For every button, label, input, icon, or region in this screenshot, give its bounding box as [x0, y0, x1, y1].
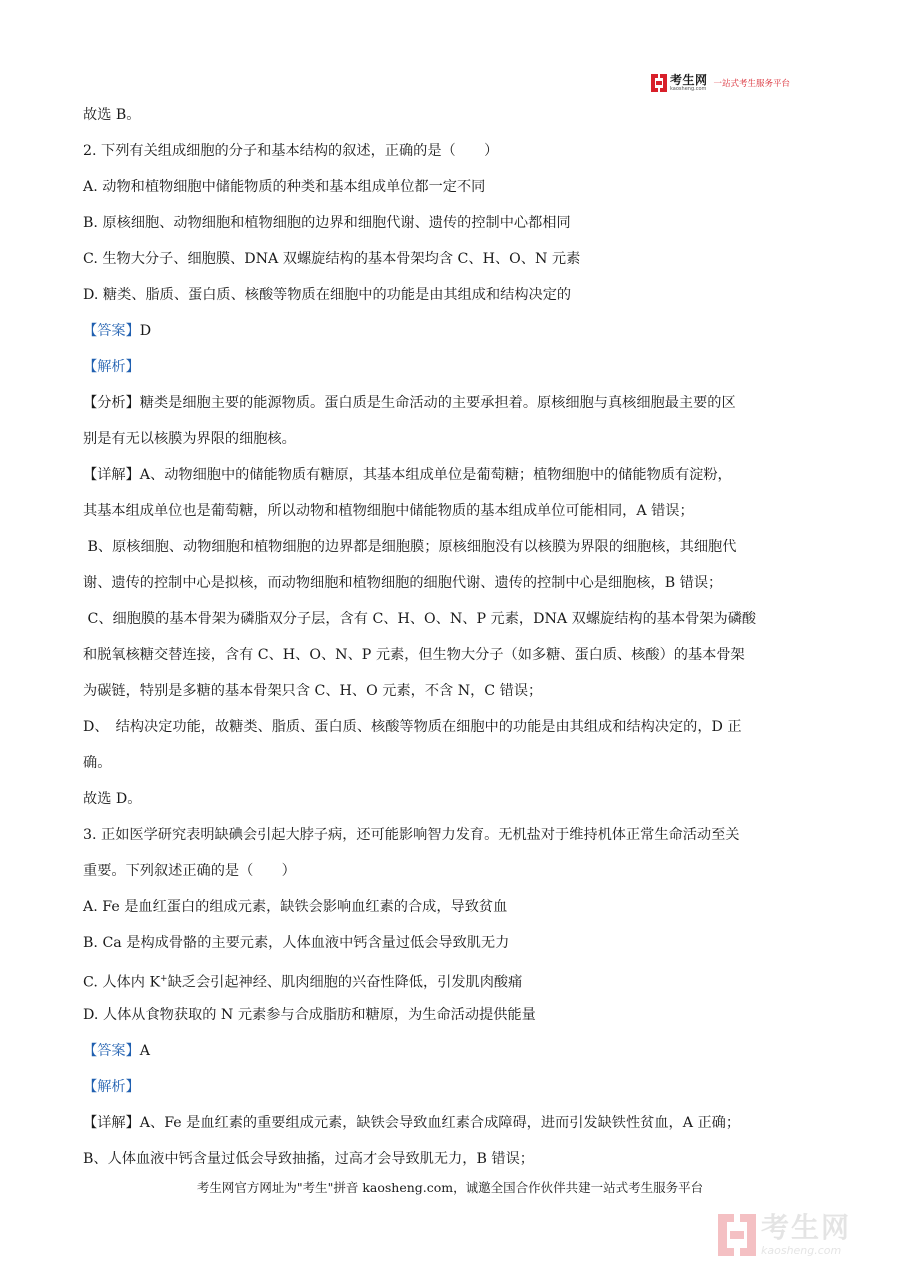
q3-analysis-line — [83, 1076, 140, 1098]
q3-option-b: B. Ca 是构成骨骼的主要元素，人体血液中钙含量过低会导致肌无力 — [83, 935, 510, 951]
q3-option-c — [83, 968, 522, 994]
q2-fenxi-line-1 — [83, 392, 736, 414]
q2-fenxi-line-2: 别是有无以核膜为界限的细胞核。 — [83, 431, 296, 447]
q3-option-a: A. Fe 是血红蛋白的组成元素，缺铁会影响血红素的合成，导致贫血 — [83, 899, 508, 915]
q2-detail-d1: D、 结构决定功能，故糖类、脂质、蛋白质、核酸等物质在细胞中的功能是由其组成和结构决定的，D 正 — [83, 719, 742, 735]
q2-answer: D — [139, 323, 152, 339]
watermark-domain: kaosheng.com — [761, 1243, 842, 1257]
logo-domain: kaosheng.com — [670, 86, 707, 92]
q3-stem-2: 重要。下列叙述正确的是（ ） — [83, 863, 296, 879]
q2-detail-c1: C、细胞膜的基本骨架为磷脂双分子层，含有 C、H、O、N、P 元素，DNA 双螺旋结构的基本骨架为磷酸 — [83, 611, 757, 627]
q2-fenxi-text-1: 糖类是细胞主要的能源物质。蛋白质是生命活动的主要承担着。原核细胞与真核细胞最主要的区 — [139, 395, 736, 411]
header-logo — [651, 72, 821, 94]
footer-text: 考生网官方网址为"考生"拼音 kaosheng.com，诚邀全国合作伙伴共建一站式考生服务平台 — [196, 1180, 704, 1195]
q2-detail-a2: 其基本组成单位也是葡萄糖，所以动物和植物细胞中储能物质的基本组成单位可能相同，A 错误； — [83, 503, 694, 519]
q3-detail-a-text: A、Fe 是血红素的重要组成元素，缺铁会导致血红素合成障碍，进而引发缺铁性贫血，A 正确； — [139, 1115, 741, 1131]
header-slogan: 一站式考生服务平台 — [713, 79, 791, 89]
q2-detail-d2: 确。 — [83, 755, 112, 771]
q3-answer: A — [139, 1043, 151, 1059]
q2-answer-line — [83, 320, 151, 342]
q3-option-c-sup: + — [160, 974, 168, 984]
detail-tag: 【详解】 — [83, 467, 140, 483]
q2-detail-b1: B、原核细胞、动物细胞和植物细胞的边界都是细胞膜；原核细胞没有以核膜为界限的细胞核，其细胞代 — [83, 539, 737, 555]
q2-option-a: A. 动物和植物细胞中储能物质的种类和基本组成单位都一定不同 — [83, 179, 486, 195]
q1-conclusion: 故选 B。 — [83, 107, 141, 123]
q3-option-d: D. 人体从食物获取的 N 元素参与合成脂肪和糖原，为生命活动提供能量 — [83, 1007, 536, 1023]
q3-option-c-pre: C. 人体内 K — [83, 974, 161, 991]
detail-tag: 【详解】 — [83, 1115, 140, 1131]
answer-tag: 【答案】 — [83, 1043, 140, 1059]
q2-conclusion: 故选 D。 — [83, 791, 142, 807]
q3-answer-line — [83, 1040, 150, 1062]
q2-analysis-line — [83, 356, 140, 378]
q2-option-b: B. 原核细胞、动物细胞和植物细胞的边界和细胞代谢、遗传的控制中心都相同 — [83, 215, 571, 231]
q3-detail-a — [83, 1112, 740, 1134]
q2-stem: 2. 下列有关组成细胞的分子和基本结构的叙述，正确的是（ ） — [83, 143, 499, 159]
fenxi-tag: 【分析】 — [83, 395, 140, 411]
q2-option-d: D. 糖类、脂质、蛋白质、核酸等物质在细胞中的功能是由其组成和结构决定的 — [83, 287, 572, 303]
q2-detail-c2: 和脱氧核糖交替连接，含有 C、H、O、N、P 元素，但生物大分子（如多糖、蛋白质、核酸）的基本骨架 — [83, 647, 745, 663]
analysis-tag: 【解析】 — [83, 359, 140, 375]
watermark — [718, 1210, 888, 1260]
q2-detail-a1 — [83, 464, 732, 486]
kaosheng-logo-icon — [651, 74, 667, 92]
q2-detail-a1-text: A、动物细胞中的储能物质有糖原，其基本组成单位是葡萄糖；植物细胞中的储能物质有淀粉， — [139, 467, 732, 483]
q2-option-c: C. 生物大分子、细胞膜、DNA 双螺旋结构的基本骨架均含 C、H、O、N 元素 — [83, 251, 581, 267]
q2-detail-c3: 为碳链，特别是多糖的基本骨架只含 C、H、O 元素，不含 N，C 错误； — [83, 683, 543, 699]
q3-stem-1: 3. 正如医学研究表明缺碘会引起大脖子病，还可能影响智力发育。无机盐对于维持机体正常生命活动至关 — [83, 827, 740, 843]
answer-tag: 【答案】 — [83, 323, 140, 339]
analysis-tag: 【解析】 — [83, 1079, 140, 1095]
q3-detail-b: B、人体血液中钙含量过低会导致抽搐，过高才会导致肌无力，B 错误； — [83, 1151, 534, 1167]
q3-option-c-post: 缺乏会引起神经、肌肉细胞的兴奋性降低，引发肌肉酸痛 — [167, 974, 523, 991]
logo-text: 考生网 — [670, 73, 708, 87]
watermark-logo-icon — [718, 1214, 756, 1256]
watermark-text: 考生网 — [761, 1210, 852, 1244]
q2-detail-b2: 谢、遗传的控制中心是拟核，而动物细胞和植物细胞的细胞代谢、遗传的控制中心是细胞核，B 错误； — [83, 575, 723, 591]
